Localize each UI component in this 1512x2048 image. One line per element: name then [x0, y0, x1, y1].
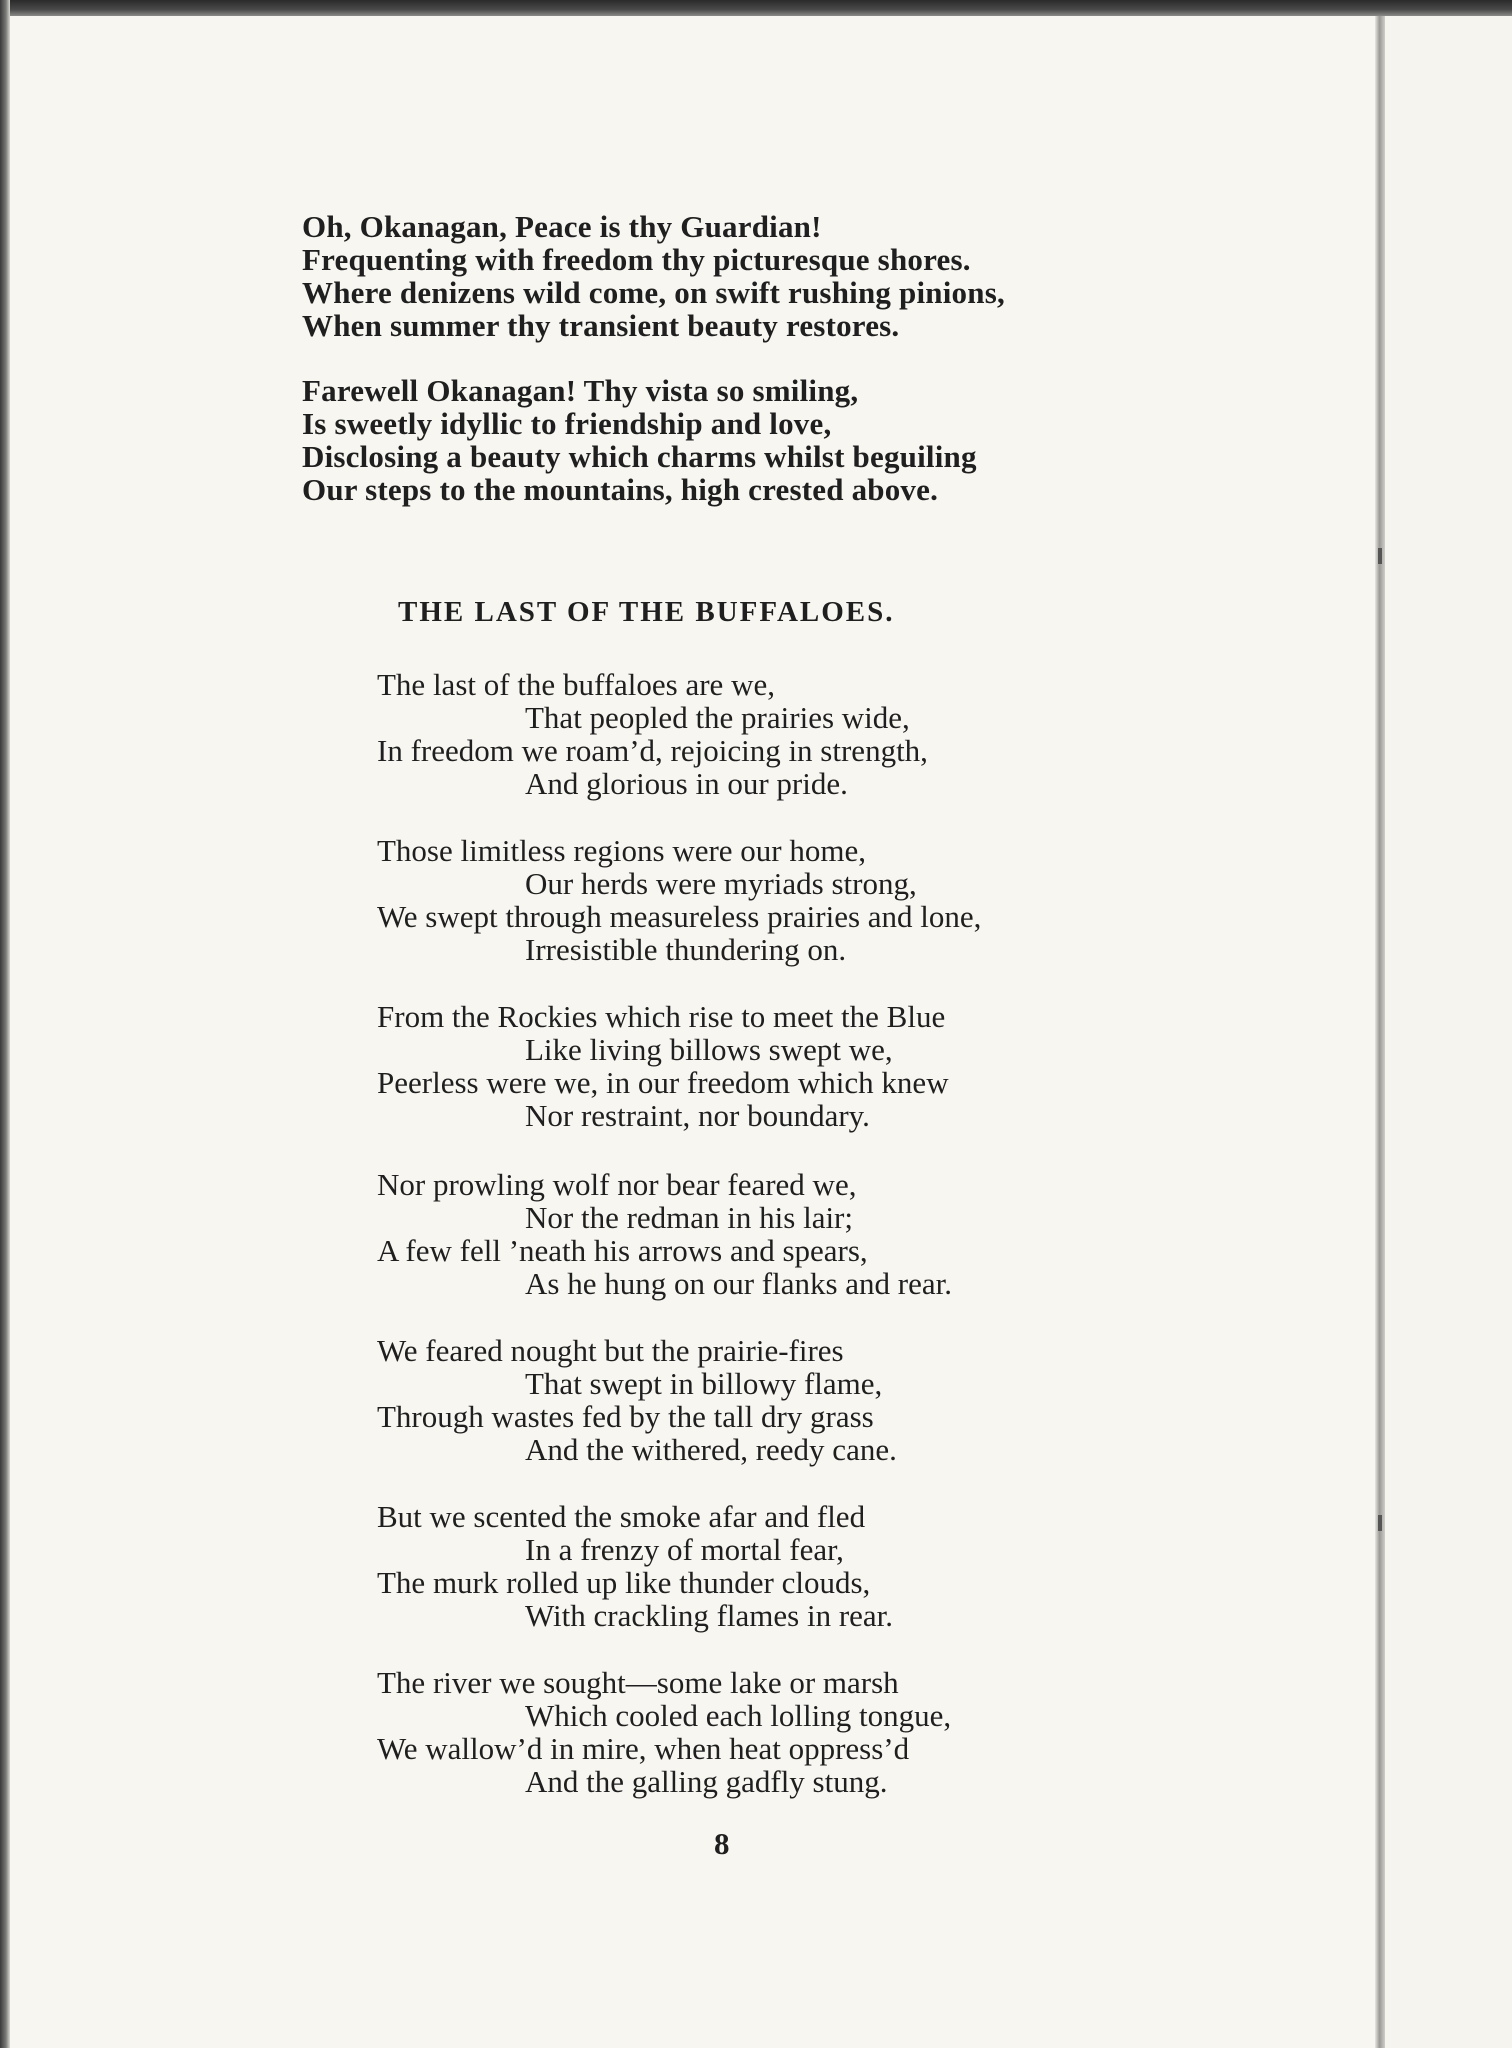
verse-line-indented: And the withered, reedy cane. [525, 1432, 897, 1467]
poem-stanza [377, 1000, 949, 1132]
verse-line: Oh, Okanagan, Peace is thy Guardian! [302, 209, 822, 244]
verse-line: Nor prowling wolf nor bear feared we, [377, 1167, 857, 1202]
intro-stanza [302, 374, 977, 506]
verse-line: The murk rolled up like thunder clouds, [377, 1565, 871, 1600]
book-spine-edge [0, 0, 10, 2048]
verse-line-indented: That swept in billowy flame, [525, 1366, 883, 1401]
verse-line: Our steps to the mountains, high crested above. [302, 472, 939, 507]
verse-line: Peerless were we, in our freedom which knew [377, 1065, 949, 1100]
intro-stanza [302, 210, 1005, 342]
verse-line: A few fell ’neath his arrows and spears, [377, 1233, 868, 1268]
page-number: 8 [714, 1826, 730, 1861]
poem-stanza [377, 834, 981, 966]
verse-line: Those limitless regions were our home, [377, 833, 867, 868]
verse-line-indented: Nor the redman in his lair; [525, 1200, 853, 1235]
poem-stanza [377, 1666, 951, 1798]
verse-line: Farewell Okanagan! Thy vista so smiling, [302, 373, 859, 408]
verse-line-indented: That peopled the prairies wide, [525, 700, 910, 735]
verse-line-indented: With crackling flames in rear. [525, 1598, 894, 1633]
verse-line: We feared nought but the prairie-fires [377, 1333, 844, 1368]
verse-line: Through wastes fed by the tall dry grass [377, 1399, 874, 1434]
verse-line: We swept through measureless prairies and lone, [377, 899, 982, 934]
verse-line: In freedom we roam’d, rejoicing in strength, [377, 733, 928, 768]
scan-top-edge [0, 0, 1512, 16]
verse-line-indented: And glorious in our pride. [525, 766, 848, 801]
verse-line-indented: And the galling gadfly stung. [525, 1764, 888, 1799]
verse-line: Frequenting with freedom thy picturesque shores. [302, 242, 971, 277]
verse-line: The river we sought—some lake or marsh [377, 1665, 899, 1700]
poem-stanza [377, 668, 928, 800]
verse-line: The last of the buffaloes are we, [377, 667, 775, 702]
verse-line: Disclosing a beauty which charms whilst beguiling [302, 439, 977, 474]
poem-title: THE LAST OF THE BUFFALOES. [398, 596, 895, 628]
verse-line-indented: Which cooled each lolling tongue, [525, 1698, 952, 1733]
staple-mark [1378, 1515, 1382, 1531]
verse-line: Where denizens wild come, on swift rushing pinions, [302, 275, 1005, 310]
verse-line: When summer thy transient beauty restores. [302, 308, 900, 343]
verse-line-indented: Nor restraint, nor boundary. [525, 1098, 870, 1133]
verse-line: But we scented the smoke afar and fled [377, 1499, 866, 1534]
verse-line: Is sweetly idyllic to friendship and love, [302, 406, 832, 441]
verse-line-indented: Like living billows swept we, [525, 1032, 893, 1067]
staple-mark [1378, 548, 1382, 564]
poem-stanza [377, 1334, 897, 1466]
verse-line-indented: As he hung on our flanks and rear. [525, 1266, 953, 1301]
poem-stanza [377, 1168, 952, 1300]
poem-stanza [377, 1500, 893, 1632]
verse-line: From the Rockies which rise to meet the Blue [377, 999, 946, 1034]
verse-line: We wallow’d in mire, when heat oppress’d [377, 1731, 910, 1766]
next-page-edge [1385, 16, 1512, 2048]
verse-line-indented: In a frenzy of mortal fear, [525, 1532, 844, 1567]
page-fold [1375, 16, 1385, 2048]
verse-line-indented: Our herds were myriads strong, [525, 866, 917, 901]
verse-line-indented: Irresistible thundering on. [525, 932, 847, 967]
